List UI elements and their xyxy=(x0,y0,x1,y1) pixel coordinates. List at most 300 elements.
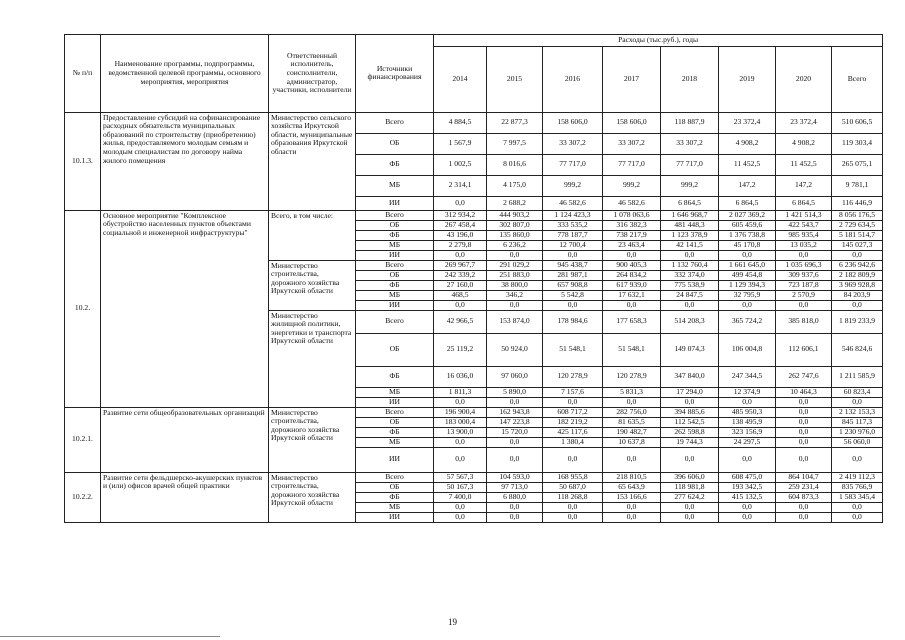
total-value: 145 027,3 xyxy=(832,240,883,250)
total-value: 510 606,5 xyxy=(832,112,883,133)
header-year: 2016 xyxy=(543,46,603,112)
year-value: 6 236,2 xyxy=(487,240,543,250)
year-value: 332 374,0 xyxy=(661,270,719,280)
year-value: 0,0 xyxy=(776,512,832,522)
year-value: 0,0 xyxy=(434,502,487,512)
year-value: 42 141,5 xyxy=(661,240,719,250)
year-value: 2 027 369,2 xyxy=(719,210,776,220)
funding-source: МБ xyxy=(356,175,434,196)
year-value: 6 864,5 xyxy=(776,196,832,210)
year-value: 0,0 xyxy=(543,250,603,260)
year-value: 0,0 xyxy=(719,502,776,512)
header-year: 2014 xyxy=(434,46,487,112)
year-value: 282 756,0 xyxy=(603,407,661,417)
year-value: 0,0 xyxy=(719,447,776,472)
year-value: 24 847,5 xyxy=(661,290,719,300)
year-value: 77 717,0 xyxy=(661,154,719,175)
year-value: 42 966,5 xyxy=(434,310,487,333)
funding-source: ИИ xyxy=(356,250,434,260)
page-number: 19 xyxy=(448,617,457,627)
year-value: 422 543,7 xyxy=(776,220,832,230)
total-value: 0,0 xyxy=(832,502,883,512)
total-value: 5 181 514,7 xyxy=(832,230,883,240)
funding-source: ФБ xyxy=(356,230,434,240)
table-row xyxy=(65,472,883,482)
year-value: 396 606,0 xyxy=(661,472,719,482)
year-value: 190 482,7 xyxy=(603,427,661,437)
year-value: 0,0 xyxy=(603,502,661,512)
funding-source: ОБ xyxy=(356,220,434,230)
total-value: 84 203,9 xyxy=(832,290,883,300)
year-value: 264 834,2 xyxy=(603,270,661,280)
year-value: 985 935,4 xyxy=(776,230,832,240)
year-value: 1 129 394,3 xyxy=(719,280,776,290)
year-value: 46 582,6 xyxy=(543,196,603,210)
year-value: 11 452,5 xyxy=(719,154,776,175)
year-value: 15 720,0 xyxy=(487,427,543,437)
year-value: 1 567,9 xyxy=(434,133,487,154)
year-value: 269 967,7 xyxy=(434,260,487,270)
responsible-executor: Министерство жилищной политики, энергетики и транспорта Иркутской области xyxy=(269,310,356,407)
funding-source: Всего xyxy=(356,472,434,482)
header-year: 2015 xyxy=(487,46,543,112)
total-value: 119 303,4 xyxy=(832,133,883,154)
year-value: 147 223,8 xyxy=(487,417,543,427)
year-value: 242 339,2 xyxy=(434,270,487,280)
header-year: 2017 xyxy=(603,46,661,112)
year-value: 182 219,2 xyxy=(543,417,603,427)
year-value: 394 885,6 xyxy=(661,407,719,417)
header-year: 2018 xyxy=(661,46,719,112)
item-number: 10.2.2. xyxy=(65,472,101,522)
year-value: 0,0 xyxy=(603,250,661,260)
year-value: 1 376 738,8 xyxy=(719,230,776,240)
year-value: 153 874,0 xyxy=(487,310,543,333)
year-value: 6 864,5 xyxy=(719,196,776,210)
year-value: 0,0 xyxy=(487,250,543,260)
year-value: 10 464,3 xyxy=(776,387,832,397)
funding-source: ОБ xyxy=(356,333,434,366)
year-value: 0,0 xyxy=(434,250,487,260)
year-value: 1 661 645,0 xyxy=(719,260,776,270)
year-value: 259 231,4 xyxy=(776,482,832,492)
year-value: 147,2 xyxy=(776,175,832,196)
year-value: 262 747,6 xyxy=(776,366,832,387)
year-value: 262 598,8 xyxy=(661,427,719,437)
year-value: 16 036,0 xyxy=(434,366,487,387)
year-value: 0,0 xyxy=(776,407,832,417)
year-value: 77 717,0 xyxy=(603,154,661,175)
year-value: 0,0 xyxy=(776,502,832,512)
year-value: 312 934,2 xyxy=(434,210,487,220)
year-value: 1 421 514,3 xyxy=(776,210,832,220)
year-value: 0,0 xyxy=(661,397,719,407)
year-value: 196 900,4 xyxy=(434,407,487,417)
table-row xyxy=(65,112,883,133)
year-value: 608 475,0 xyxy=(719,472,776,482)
year-value: 4 175,0 xyxy=(487,175,543,196)
year-value: 178 984,6 xyxy=(543,310,603,333)
year-value: 193 342,5 xyxy=(719,482,776,492)
funding-source: ФБ xyxy=(356,366,434,387)
year-value: 12 700,4 xyxy=(543,240,603,250)
total-value: 2 182 809,9 xyxy=(832,270,883,280)
year-value: 0,0 xyxy=(434,300,487,310)
year-value: 218 810,5 xyxy=(603,472,661,482)
header-year: 2020 xyxy=(776,46,832,112)
year-value: 1 124 423,3 xyxy=(543,210,603,220)
item-number: 10.1.3. xyxy=(65,112,101,210)
responsible-executor: Министерство строительства, дорожного хозяйства Иркутской области xyxy=(269,472,356,522)
year-value: 0,0 xyxy=(719,512,776,522)
year-value: 657 908,8 xyxy=(543,280,603,290)
year-value: 605 459,6 xyxy=(719,220,776,230)
footer-divider xyxy=(0,636,220,637)
year-value: 120 278,9 xyxy=(603,366,661,387)
year-value: 2 279,8 xyxy=(434,240,487,250)
year-value: 347 840,0 xyxy=(661,366,719,387)
year-value: 17 632,1 xyxy=(603,290,661,300)
total-value: 265 075,1 xyxy=(832,154,883,175)
year-value: 11 452,5 xyxy=(776,154,832,175)
year-value: 277 624,2 xyxy=(661,492,719,502)
year-value: 0,0 xyxy=(661,502,719,512)
year-value: 604 873,3 xyxy=(776,492,832,502)
total-value: 6 236 942,6 xyxy=(832,260,883,270)
year-value: 346,2 xyxy=(487,290,543,300)
year-value: 4 908,2 xyxy=(776,133,832,154)
year-value: 281 987,1 xyxy=(543,270,603,280)
year-value: 0,0 xyxy=(543,512,603,522)
year-value: 112 542,5 xyxy=(661,417,719,427)
year-value: 104 593,0 xyxy=(487,472,543,482)
year-value: 425 117,6 xyxy=(543,427,603,437)
year-value: 999,2 xyxy=(543,175,603,196)
year-value: 57 567,3 xyxy=(434,472,487,482)
year-value: 25 119,2 xyxy=(434,333,487,366)
funding-source: ОБ xyxy=(356,270,434,280)
year-value: 1 035 696,3 xyxy=(776,260,832,270)
year-value: 149 074,3 xyxy=(661,333,719,366)
year-value: 0,0 xyxy=(719,300,776,310)
year-value: 97 713,0 xyxy=(487,482,543,492)
year-value: 1 811,3 xyxy=(434,387,487,397)
year-value: 158 606,0 xyxy=(543,112,603,133)
year-value: 0,0 xyxy=(487,300,543,310)
year-value: 608 717,2 xyxy=(543,407,603,417)
funding-source: ФБ xyxy=(356,492,434,502)
year-value: 468,5 xyxy=(434,290,487,300)
total-value: 2 132 153,3 xyxy=(832,407,883,417)
total-value: 0,0 xyxy=(832,397,883,407)
year-value: 316 382,3 xyxy=(603,220,661,230)
year-value: 33 307,2 xyxy=(543,133,603,154)
year-value: 291 029,2 xyxy=(487,260,543,270)
year-value: 97 060,0 xyxy=(487,366,543,387)
total-value: 546 824,6 xyxy=(832,333,883,366)
year-value: 617 939,0 xyxy=(603,280,661,290)
year-value: 177 658,3 xyxy=(603,310,661,333)
year-value: 723 187,8 xyxy=(776,280,832,290)
year-value: 499 454,8 xyxy=(719,270,776,280)
year-value: 0,0 xyxy=(434,397,487,407)
year-value: 23 372,4 xyxy=(719,112,776,133)
year-value: 385 818,0 xyxy=(776,310,832,333)
year-value: 514 208,3 xyxy=(661,310,719,333)
year-value: 0,0 xyxy=(487,512,543,522)
year-value: 162 943,8 xyxy=(487,407,543,417)
year-value: 118 981,8 xyxy=(661,482,719,492)
year-value: 0,0 xyxy=(661,300,719,310)
funding-source: ОБ xyxy=(356,482,434,492)
total-value: 1 230 976,0 xyxy=(832,427,883,437)
year-value: 50 167,3 xyxy=(434,482,487,492)
total-value: 56 060,0 xyxy=(832,437,883,447)
year-value: 46 582,6 xyxy=(603,196,661,210)
funding-source: ФБ xyxy=(356,280,434,290)
item-name: Основное мероприятие "Комплексное обустройство населенных пунктов объектами социальной и инженерной инфраструктуры" xyxy=(101,210,269,407)
total-value: 1 583 345,4 xyxy=(832,492,883,502)
responsible-executor: Министерство строительства, дорожного хозяйства Иркутской области xyxy=(269,260,356,310)
year-value: 0,0 xyxy=(434,196,487,210)
funding-source: Всего xyxy=(356,260,434,270)
year-value: 247 344,5 xyxy=(719,366,776,387)
year-value: 38 800,0 xyxy=(487,280,543,290)
year-value: 0,0 xyxy=(434,447,487,472)
year-value: 864 104,7 xyxy=(776,472,832,482)
year-value: 1 646 968,7 xyxy=(661,210,719,220)
year-value: 0,0 xyxy=(776,447,832,472)
year-value: 183 000,4 xyxy=(434,417,487,427)
year-value: 0,0 xyxy=(776,427,832,437)
year-value: 0,0 xyxy=(719,250,776,260)
funding-source: ИИ xyxy=(356,397,434,407)
year-value: 147,2 xyxy=(719,175,776,196)
year-value: 1 078 063,6 xyxy=(603,210,661,220)
funding-source: ФБ xyxy=(356,427,434,437)
funding-source: ОБ xyxy=(356,417,434,427)
responsible-executor: Всего, в том числе: xyxy=(269,210,356,260)
year-value: 7 157,6 xyxy=(543,387,603,397)
year-value: 50 687,0 xyxy=(543,482,603,492)
responsible-executor: Министерство строительства, дорожного хозяйства Иркутской области xyxy=(269,407,356,472)
total-value: 9 781,1 xyxy=(832,175,883,196)
year-value: 999,2 xyxy=(603,175,661,196)
year-value: 13 900,0 xyxy=(434,427,487,437)
year-value: 118 268,8 xyxy=(543,492,603,502)
item-number: 10.2. xyxy=(65,210,101,407)
year-value: 0,0 xyxy=(776,417,832,427)
year-value: 50 924,0 xyxy=(487,333,543,366)
total-value: 0,0 xyxy=(832,250,883,260)
year-value: 12 374,9 xyxy=(719,387,776,397)
year-value: 0,0 xyxy=(543,397,603,407)
total-value: 0,0 xyxy=(832,300,883,310)
total-value: 845 117,3 xyxy=(832,417,883,427)
year-value: 0,0 xyxy=(776,250,832,260)
funding-source: ФБ xyxy=(356,154,434,175)
year-value: 4 884,5 xyxy=(434,112,487,133)
header-responsible: Ответственный исполнитель, соисполнители, администратор, участники, исполнители xyxy=(269,35,356,113)
year-value: 19 744,3 xyxy=(661,437,719,447)
year-value: 1 002,5 xyxy=(434,154,487,175)
funding-source: Всего xyxy=(356,310,434,333)
year-value: 1 123 378,9 xyxy=(661,230,719,240)
year-value: 251 883,0 xyxy=(487,270,543,280)
year-value: 302 807,0 xyxy=(487,220,543,230)
year-value: 738 217,9 xyxy=(603,230,661,240)
year-value: 267 458,4 xyxy=(434,220,487,230)
year-value: 0,0 xyxy=(719,397,776,407)
year-value: 444 903,2 xyxy=(487,210,543,220)
year-value: 775 538,9 xyxy=(661,280,719,290)
funding-source: МБ xyxy=(356,290,434,300)
year-value: 5 542,8 xyxy=(543,290,603,300)
header-name: Наименование программы, подпрограммы, ведомственной целевой программы, основного мероприятия, мероприятия xyxy=(101,35,269,113)
total-value: 1 211 585,9 xyxy=(832,366,883,387)
total-value: 2 419 112,3 xyxy=(832,472,883,482)
year-value: 0,0 xyxy=(603,397,661,407)
funding-source: МБ xyxy=(356,437,434,447)
year-value: 0,0 xyxy=(487,397,543,407)
year-value: 33 307,2 xyxy=(603,133,661,154)
total-value: 116 446,9 xyxy=(832,196,883,210)
funding-source: ИИ xyxy=(356,196,434,210)
total-value: 835 766,9 xyxy=(832,482,883,492)
item-name: Развитие сети общеобразовательных организаций xyxy=(101,407,269,472)
header-year: Всего xyxy=(832,46,883,112)
year-value: 77 717,0 xyxy=(543,154,603,175)
year-value: 6 880,0 xyxy=(487,492,543,502)
year-value: 1 380,4 xyxy=(543,437,603,447)
year-value: 118 887,9 xyxy=(661,112,719,133)
year-value: 900 405,3 xyxy=(603,260,661,270)
year-value: 51 548,1 xyxy=(603,333,661,366)
year-value: 17 294,0 xyxy=(661,387,719,397)
year-value: 32 795,9 xyxy=(719,290,776,300)
year-value: 24 297,5 xyxy=(719,437,776,447)
year-value: 27 160,0 xyxy=(434,280,487,290)
total-value: 3 969 928,8 xyxy=(832,280,883,290)
year-value: 0,0 xyxy=(603,447,661,472)
year-value: 0,0 xyxy=(661,447,719,472)
funding-source: ОБ xyxy=(356,133,434,154)
budget-table xyxy=(64,34,883,523)
year-value: 120 278,9 xyxy=(543,366,603,387)
year-value: 112 606,1 xyxy=(776,333,832,366)
year-value: 0,0 xyxy=(661,512,719,522)
year-value: 7 400,0 xyxy=(434,492,487,502)
year-value: 485 950,3 xyxy=(719,407,776,417)
year-value: 2 314,1 xyxy=(434,175,487,196)
funding-source: ИИ xyxy=(356,447,434,472)
year-value: 65 643,9 xyxy=(603,482,661,492)
year-value: 6 864,5 xyxy=(661,196,719,210)
header-expenses: Расходы (тыс.руб.), годы xyxy=(434,35,883,47)
funding-source: Всего xyxy=(356,210,434,220)
year-value: 22 877,3 xyxy=(487,112,543,133)
header-number: № п/п xyxy=(65,35,101,113)
total-value: 8 056 176,5 xyxy=(832,210,883,220)
year-value: 13 035,2 xyxy=(776,240,832,250)
year-value: 778 187,7 xyxy=(543,230,603,240)
funding-source: Всего xyxy=(356,112,434,133)
year-value: 365 724,2 xyxy=(719,310,776,333)
year-value: 81 635,5 xyxy=(603,417,661,427)
total-value: 2 729 634,5 xyxy=(832,220,883,230)
year-value: 0,0 xyxy=(434,437,487,447)
header-year: 2019 xyxy=(719,46,776,112)
year-value: 106 004,8 xyxy=(719,333,776,366)
year-value: 153 166,6 xyxy=(603,492,661,502)
year-value: 1 132 760,4 xyxy=(661,260,719,270)
year-value: 8 016,6 xyxy=(487,154,543,175)
total-value: 60 823,4 xyxy=(832,387,883,397)
year-value: 45 170,8 xyxy=(719,240,776,250)
total-value: 0,0 xyxy=(832,512,883,522)
year-value: 5 831,3 xyxy=(603,387,661,397)
year-value: 2 570,9 xyxy=(776,290,832,300)
year-value: 999,2 xyxy=(661,175,719,196)
year-value: 0,0 xyxy=(543,447,603,472)
funding-source: МБ xyxy=(356,502,434,512)
responsible-executor: Министерство сельского хозяйства Иркутской области, муниципальные образования Иркутской области xyxy=(269,112,356,210)
year-value: 138 495,9 xyxy=(719,417,776,427)
year-value: 168 955,8 xyxy=(543,472,603,482)
year-value: 158 606,0 xyxy=(603,112,661,133)
total-value: 0,0 xyxy=(832,447,883,472)
year-value: 0,0 xyxy=(487,437,543,447)
year-value: 33 307,2 xyxy=(661,133,719,154)
year-value: 945 438,7 xyxy=(543,260,603,270)
year-value: 0,0 xyxy=(603,300,661,310)
year-value: 0,0 xyxy=(776,397,832,407)
item-number: 10.2.1. xyxy=(65,407,101,472)
item-name: Развитие сети фельдшерско-акушерских пунктов и (или) офисов врачей общей практики xyxy=(101,472,269,522)
year-value: 0,0 xyxy=(776,300,832,310)
table-row xyxy=(65,210,883,220)
year-value: 43 196,0 xyxy=(434,230,487,240)
year-value: 0,0 xyxy=(543,300,603,310)
year-value: 5 890,0 xyxy=(487,387,543,397)
funding-source: ИИ xyxy=(356,512,434,522)
year-value: 323 156,9 xyxy=(719,427,776,437)
year-value: 23 463,4 xyxy=(603,240,661,250)
item-name: Предоставление субсидий на софинансирование расходных обязательств муниципальных образований по строительству (приобретению) жилья, предоставляемого молодым семьям и молодым специалистам по договору найма жилого помещения xyxy=(101,112,269,210)
year-value: 415 132,5 xyxy=(719,492,776,502)
year-value: 4 908,2 xyxy=(719,133,776,154)
year-value: 333 535,2 xyxy=(543,220,603,230)
funding-source: ИИ xyxy=(356,300,434,310)
table-row xyxy=(65,407,883,417)
funding-source: Всего xyxy=(356,407,434,417)
year-value: 51 548,1 xyxy=(543,333,603,366)
year-value: 2 688,2 xyxy=(487,196,543,210)
year-value: 309 937,6 xyxy=(776,270,832,280)
year-value: 481 448,3 xyxy=(661,220,719,230)
total-value: 1 819 233,9 xyxy=(832,310,883,333)
year-value: 0,0 xyxy=(434,512,487,522)
year-value: 0,0 xyxy=(543,502,603,512)
year-value: 0,0 xyxy=(603,512,661,522)
funding-source: МБ xyxy=(356,387,434,397)
year-value: 0,0 xyxy=(487,447,543,472)
funding-source: МБ xyxy=(356,240,434,250)
year-value: 135 860,0 xyxy=(487,230,543,240)
year-value: 0,0 xyxy=(487,502,543,512)
year-value: 0,0 xyxy=(661,250,719,260)
header-sources: Источники финансирования xyxy=(356,35,434,113)
